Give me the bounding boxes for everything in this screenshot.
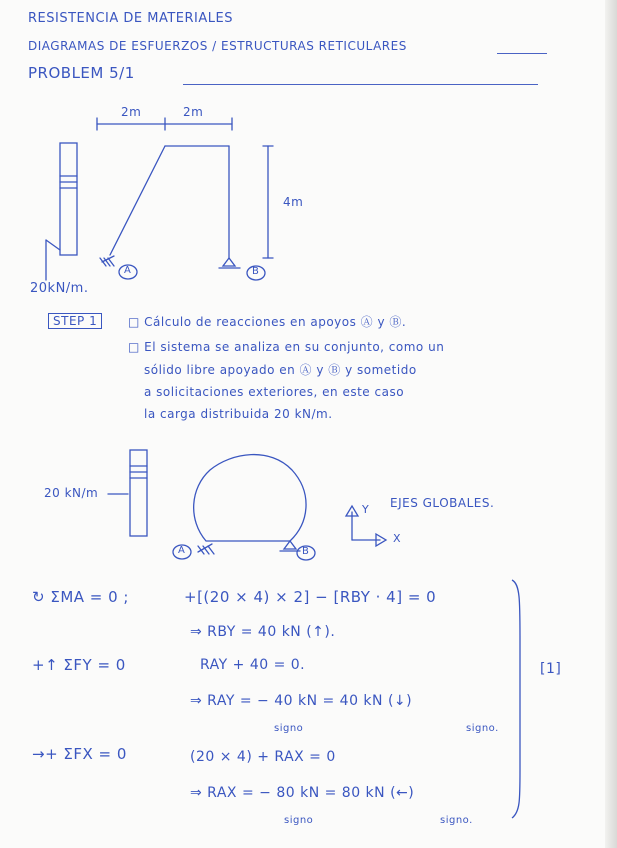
fx-result: ⇒ RAX = − 80 kN = 80 kN (←) <box>190 785 415 801</box>
dimension-left: 2m <box>121 105 142 119</box>
fy-sign-note-1: signo <box>274 723 304 734</box>
axis-y-label: Y <box>362 503 370 516</box>
moment-result: ⇒ RBY = 40 kN (↑). <box>190 624 336 640</box>
moment-equation: +[(20 × 4) × 2] − [RBY · 4] = 0 <box>184 588 437 606</box>
moment-equation-lead: ↻ ΣMA = 0 ; <box>32 588 129 606</box>
free-body-a-label: A <box>178 545 186 556</box>
step-line-1: □ Cálculo de reacciones en apoyos Ⓐ y Ⓑ. <box>128 315 407 329</box>
step-line-5: la carga distribuida 20 kN/m. <box>144 407 333 421</box>
fx-sign-note-2: signo. <box>440 815 473 826</box>
step-line-3: sólido libre apoyado en Ⓐ y Ⓑ y sometido <box>144 363 417 377</box>
step-tag: STEP 1 <box>48 313 102 329</box>
step-line-4: a solicitaciones exteriores, en este caso <box>144 385 405 399</box>
fy-equation-lead: +↑ ΣFY = 0 <box>32 656 126 674</box>
dimension-height: 4m <box>283 195 304 209</box>
fx-equation-lead: →+ ΣFX = 0 <box>32 745 127 763</box>
distributed-load-label: 20kN/m. <box>30 281 89 296</box>
axis-x-label: X <box>393 532 402 545</box>
fy-equation: RAY + 40 = 0. <box>200 657 306 673</box>
fy-sign-note-2: signo. <box>466 723 499 734</box>
fy-result: ⇒ RAY = − 40 kN = 40 kN (↓) <box>190 693 413 709</box>
problem-title: PROBLEM 5/1 <box>28 64 135 82</box>
dimension-right: 2m <box>183 105 204 119</box>
free-body-load-label: 20 kN/m <box>44 486 99 500</box>
global-axes-label: EJES GLOBALES. <box>390 496 495 510</box>
header-line-2: DIAGRAMAS DE ESFUERZOS / ESTRUCTURAS RETICULARES <box>28 39 407 53</box>
free-body-b-label: B <box>302 546 310 557</box>
support-b-label: B <box>252 266 260 277</box>
equation-reference: [1] <box>540 661 562 677</box>
support-a-label: A <box>124 265 132 276</box>
header-line-1: RESISTENCIA DE MATERIALES <box>28 11 233 26</box>
fx-sign-note-1: signo <box>284 815 314 826</box>
fx-equation: (20 × 4) + RAX = 0 <box>190 749 336 765</box>
step-line-2: □ El sistema se analiza en su conjunto, como un <box>128 340 445 354</box>
